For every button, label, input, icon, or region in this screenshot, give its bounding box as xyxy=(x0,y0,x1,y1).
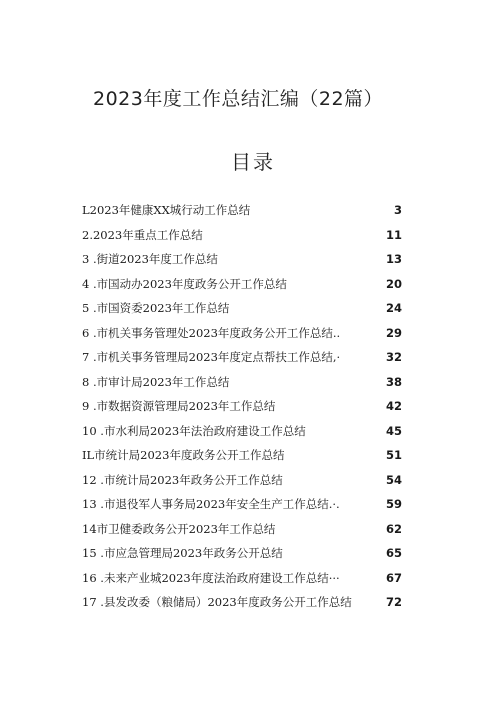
toc-entry-page: 54 xyxy=(385,472,402,487)
toc-entry-title: 10 .市水利局2023年法治政府建设工作总结 xyxy=(82,423,306,438)
toc-entry-title: IL市统计局2023年度政务公开工作总结 xyxy=(82,448,285,462)
toc-entry-title: 4 .市国动办2023年度政务公开工作总结 xyxy=(82,276,287,291)
toc-heading: 目录 xyxy=(231,150,275,174)
toc-entry-title: 5 .市国资委2023年工作总结 xyxy=(82,301,230,315)
toc-dot-leader xyxy=(308,421,384,435)
document-title: 2023年度工作总结汇编（22篇） xyxy=(93,88,384,110)
table-of-contents xyxy=(82,200,402,617)
toc-entry[interactable] xyxy=(82,347,402,372)
toc-entry[interactable] xyxy=(82,372,402,397)
toc-entry[interactable] xyxy=(82,445,402,470)
toc-entry[interactable] xyxy=(82,200,402,225)
toc-entry[interactable] xyxy=(82,592,402,617)
toc-entry[interactable] xyxy=(82,298,402,323)
toc-entry-title: 3 .街道2023年度工作总结 xyxy=(82,252,218,266)
toc-dot-leader xyxy=(220,249,384,263)
toc-entry-page: 65 xyxy=(385,546,402,560)
toc-dot-leader xyxy=(285,470,384,484)
toc-entry-page: 72 xyxy=(385,595,402,609)
toc-entry-title: 8 .市审计局2023年工作总结 xyxy=(82,374,230,389)
toc-entry-page: 42 xyxy=(385,399,402,413)
toc-entry-title: 14市卫健委政务公开2023年工作总结 xyxy=(82,521,276,536)
toc-dot-leader xyxy=(354,592,384,606)
toc-entry-page: 24 xyxy=(385,301,402,315)
toc-dot-leader xyxy=(342,494,384,508)
toc-entry-page: 45 xyxy=(385,423,402,438)
toc-entry-title: 17 .县发改委（粮储局）2023年度政务公开工作总结 xyxy=(82,595,352,609)
toc-entry-page: 11 xyxy=(385,227,402,242)
toc-entry-page: 38 xyxy=(385,374,402,389)
toc-dot-leader xyxy=(342,323,384,337)
toc-entry-title: 6 .市机关事务管理处2023年度政务公开工作总结.. xyxy=(82,325,341,340)
toc-entry-page: 51 xyxy=(385,448,402,462)
toc-entry-page: 62 xyxy=(385,521,402,536)
toc-entry[interactable] xyxy=(82,494,402,519)
toc-entry[interactable] xyxy=(82,543,402,568)
toc-entry[interactable] xyxy=(82,225,402,250)
toc-entry[interactable] xyxy=(82,249,402,274)
toc-entry-title: 16 .未来产业城2023年度法治政府建设工作总结··· xyxy=(82,570,340,585)
toc-dot-leader xyxy=(342,568,384,582)
toc-dot-leader xyxy=(231,372,384,386)
toc-entry[interactable] xyxy=(82,323,402,348)
toc-entry-title: 12 .市统计局2023年政务公开工作总结 xyxy=(82,472,283,487)
toc-entry[interactable] xyxy=(82,421,402,446)
toc-dot-leader xyxy=(205,225,384,239)
toc-entry[interactable] xyxy=(82,396,402,421)
toc-entry[interactable] xyxy=(82,568,402,593)
toc-entry[interactable] xyxy=(82,274,402,299)
toc-entry-page: 20 xyxy=(385,276,402,291)
toc-dot-leader xyxy=(277,519,384,533)
toc-entry[interactable] xyxy=(82,519,402,544)
toc-dot-leader xyxy=(252,200,392,214)
toc-entry-page: 3 xyxy=(393,203,402,217)
toc-entry-page: 59 xyxy=(385,497,402,511)
toc-dot-leader xyxy=(277,396,384,410)
toc-entry-page: 32 xyxy=(385,350,402,364)
toc-entry-page: 13 xyxy=(385,252,402,266)
toc-entry-title: 9 .市数据资源管理局2023年工作总结 xyxy=(82,399,276,413)
toc-dot-leader xyxy=(285,543,384,557)
toc-entry-page: 67 xyxy=(385,570,402,585)
toc-entry-page: 29 xyxy=(385,325,402,340)
toc-dot-leader xyxy=(286,445,384,459)
toc-dot-leader xyxy=(289,274,384,288)
toc-entry-title: 7 .市机关事务管理局2023年度定点帮扶工作总结,· xyxy=(82,350,341,364)
toc-entry-title: 15 .市应急管理局2023年政务公开总结 xyxy=(82,546,283,560)
toc-dot-leader xyxy=(342,347,384,361)
toc-entry-title: 2.2023年重点工作总结 xyxy=(82,227,203,242)
toc-dot-leader xyxy=(231,298,384,312)
toc-entry-title: 13 .市退役军人事务局2023年安全生产工作总结.·. xyxy=(82,497,340,511)
toc-entry-title: L2023年健康XX城行动工作总结 xyxy=(82,203,251,217)
toc-entry[interactable] xyxy=(82,470,402,495)
